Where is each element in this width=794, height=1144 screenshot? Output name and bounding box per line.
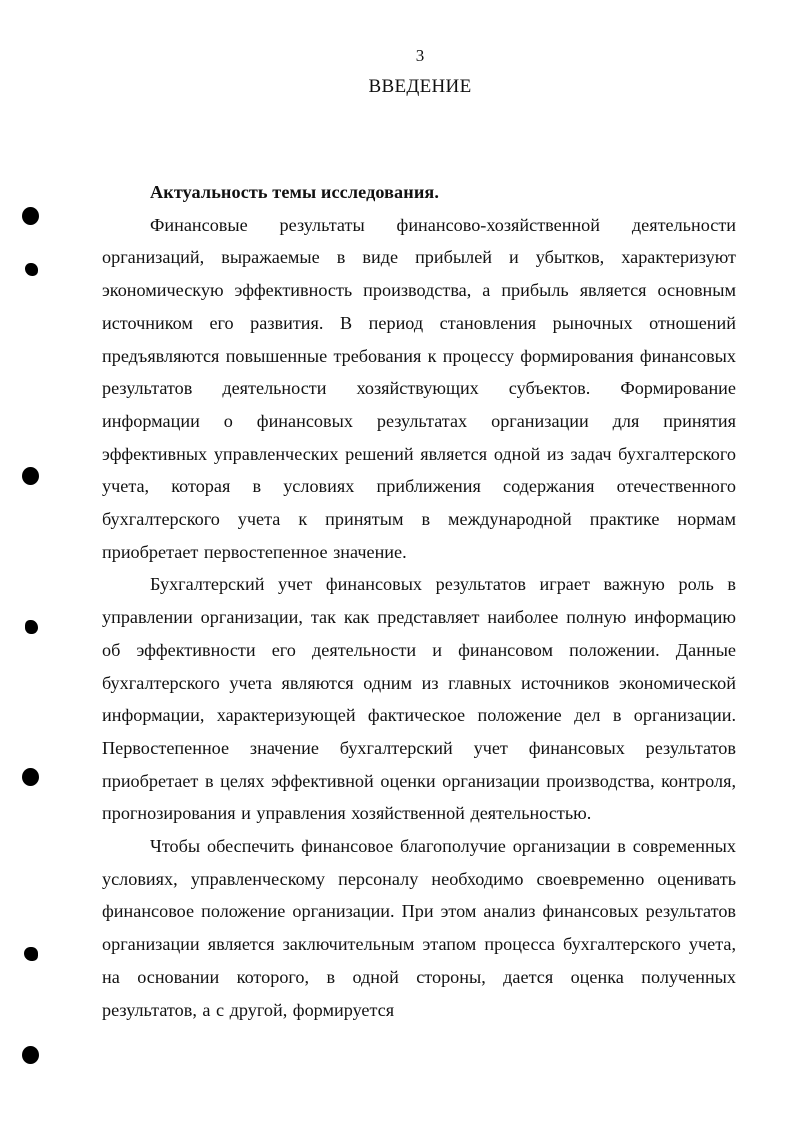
binding-hole: [24, 947, 38, 961]
binding-hole: [25, 620, 38, 634]
paragraph: Бухгалтерский учет финансовых результатов играет важную роль в управлении организации, так как представляет наиболее полную информацию об эффективности его деятельности и финансовом положении. Данные бухгалтерского учета являются одним из главных источников экономической информации, характеризующей фактическое положение дел в организации. Первостепенное значение бухгалтерский учет финансовых результатов приобретает в целях эффективной оценки организации производства, контроля, прогнозирования и управления хозяйственной деятельностью.: [102, 574, 736, 824]
paragraph: Чтобы обеспечить финансовое благополучие организации в современных условиях, управленческому персоналу необходимо своевременно оценивать финансовое положение организации. При этом анализ финансовых результатов организации является заключительным этапом процесса бухгалтерского учета, на основании которого, в одной стороны, дается оценка полученных результатов, а с другой, формируется: [102, 836, 736, 1020]
binding-hole: [22, 467, 39, 485]
document-body: [102, 176, 736, 1026]
paragraph: Финансовые результаты финансово-хозяйственной деятельности организаций, выражаемые в виде прибылей и убытков, характеризуют экономическую эффективность производства, а прибыль является основным источником его развития. В период становления рыночных отношений предъявляются повышенные требования к процессу формирования финансовых результатов деятельности хозяйствующих субъектов. Формирование информации о финансовых результатах организации для принятия эффективных управленческих решений является одной из задач бухгалтерского учета, которая в условиях приближения содержания отечественного бухгалтерского учета к принятым в международной практике нормам приобретает первостепенное значение.: [102, 214, 736, 562]
section-title: Актуальность темы исследования.: [150, 182, 439, 202]
binding-hole: [22, 207, 39, 225]
binding-hole: [22, 1046, 39, 1064]
binding-hole: [25, 263, 38, 276]
page-number: 3: [415, 46, 425, 65]
binding-hole: [22, 768, 39, 786]
page-heading: ВВЕДЕНИЕ: [368, 76, 472, 97]
